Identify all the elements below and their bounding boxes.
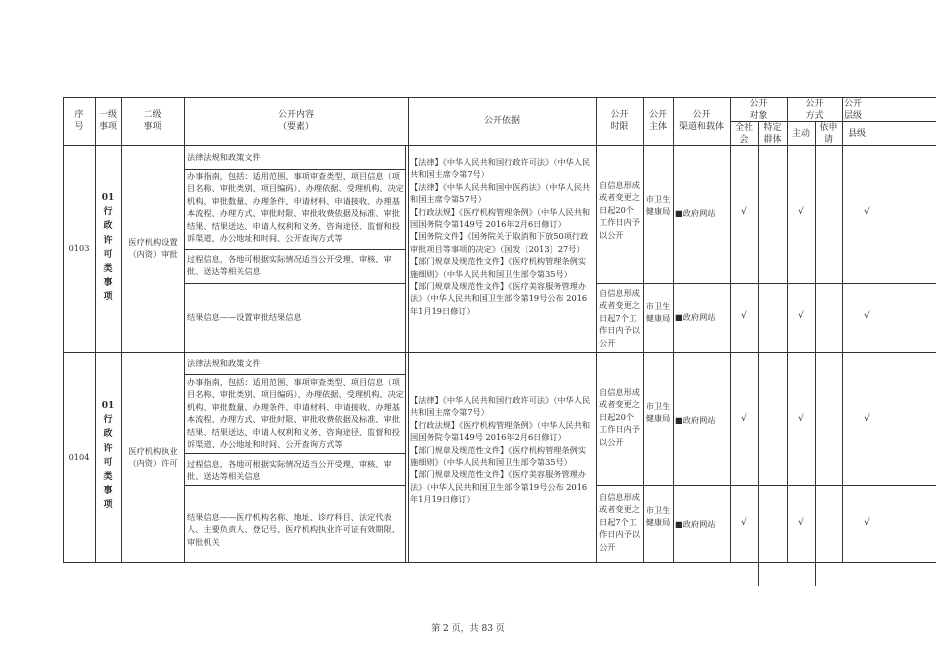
row-level2: 医疗机构执业（内资）许可 <box>128 446 178 469</box>
grid-line <box>673 97 674 562</box>
check-mark: √ <box>741 414 747 424</box>
header-method-active: 主动 <box>791 129 810 139</box>
basis-text: 【法律】《中华人民共和国行政许可法》（中华人民共和国主席令第7号） 【法律】《中华人民共和国中医药法》（中华人民共和国主席令第57号） 【行政法规】《医疗机构管理条例》（中华人民共和国国务院令第149号 2016年2月6日修订） 【国务院文件】《国务院关于取消和下放50项行政审批项目等事项的决定》（国发〔2013〕27号） 【部门规章及规范性文件】《医疗机构管理条例实施细则》（中华人民共和国卫生部令第35号） 【部门规章及规范性文件】《医疗美容服务管理办法》（中华人民共和国卫生部令第19号公布 2016年1月19日修订） <box>410 157 591 316</box>
grid-line <box>596 485 936 486</box>
grid-line <box>405 145 406 352</box>
channel-text: ■政府网站 <box>675 519 716 529</box>
grid-line <box>596 97 597 562</box>
channel-text: ■政府网站 <box>675 208 716 218</box>
header-level1: 一级 事项 <box>98 110 117 132</box>
header-level: 公开 层级 <box>844 99 863 121</box>
check-mark: √ <box>798 207 804 217</box>
grid-line <box>787 97 788 562</box>
check-mark: √ <box>864 518 870 528</box>
header-target-all: 全社 会 <box>734 123 753 145</box>
disclosure-table <box>63 97 936 562</box>
period-text: 自信息形成或者变更之日起7个工作日内予以公开 <box>599 492 640 552</box>
header-subject: 公开 主体 <box>648 110 667 132</box>
grid-line <box>63 562 936 563</box>
content-item: 法律法规和政策文件 <box>187 152 261 162</box>
header-channel: 公开 渠道和载体 <box>678 110 724 132</box>
header-content: 公开内容 （要素） <box>277 110 314 132</box>
header-target: 公开 对象 <box>749 99 768 121</box>
check-mark: √ <box>864 207 870 217</box>
grid-line <box>63 97 64 562</box>
period-text: 自信息形成或者变更之日起7个工作日内予以公开 <box>599 288 640 348</box>
header-method-apply: 依申 请 <box>819 123 838 145</box>
content-item: 过程信息，各地可根据实际情况适当公开受理、审核、审批、送达等相关信息 <box>187 254 392 277</box>
subject-text: 市卫生健康局 <box>645 505 671 528</box>
content-item: 办事指南，包括：适用范围、事项审查类型、项目信息（项目名称、审批类别、项目编码）、办理依据、受理机构、决定机构、审批数量、办理条件、申请材料、申请接收、办理基本流程、办理方式、审批时限、审批收费依据及标准、审批结果、结果送达、申请人权利和义务、咨询途径、监督和投诉渠道、办公地址和时间、公开查询方式等 <box>187 377 404 450</box>
grid-line <box>184 283 405 284</box>
channel-text: ■政府网站 <box>675 312 716 322</box>
grid-line <box>842 97 843 562</box>
check-mark: √ <box>798 311 804 321</box>
check-mark: √ <box>798 414 804 424</box>
row-level1: 01 行 政 许 可 类 事 项 <box>101 193 115 303</box>
header-basis: 公开依据 <box>483 116 520 126</box>
check-mark: √ <box>741 207 747 217</box>
grid-line <box>405 352 406 562</box>
basis-text: 【法律】《中华人民共和国行政许可法》（中华人民共和国主席令第7号） 【行政法规】《医疗机构管理条例》（中华人民共和国国务院令第149号 2016年2月6日修订） 【部门规章及规范性文件】《医疗机构管理条例实施细则》（中华人民共和国卫生部令第35号） 【部门规章及规范性文件】《医疗美容服务管理办法》（中华人民共和国卫生部令第19号公布 2016年1月19日修订） <box>410 395 591 505</box>
content-item: 结果信息——设置审批结果信息 <box>187 312 302 322</box>
content-item: 过程信息，各地可根据实际情况适当公开受理、审核、审批、送达等相关信息 <box>187 459 392 482</box>
grid-line <box>121 97 122 562</box>
content-item: 结果信息——医疗机构名称、地址、诊疗科目、法定代表人、主要负责人、登记号、医疗机构执业许可证有效期限、审批机关 <box>187 512 400 547</box>
period-text: 自信息形成或者变更之日起20个工作日内予以公开 <box>599 180 640 240</box>
channel-text: ■政府网站 <box>675 415 716 425</box>
header-method: 公开 方式 <box>805 99 824 121</box>
check-mark: √ <box>741 311 747 321</box>
check-mark: √ <box>864 311 870 321</box>
period-text: 自信息形成或者变更之日起20个工作日内予以公开 <box>599 387 640 447</box>
header-level2: 二级 事项 <box>143 110 162 132</box>
page-footer: 第 2 页，共 83 页 <box>431 624 505 634</box>
header-period: 公开 时限 <box>610 110 629 132</box>
row-seq: 0103 <box>68 243 90 253</box>
header-level-county: 县级 <box>847 129 866 139</box>
subject-text: 市卫生健康局 <box>645 401 671 424</box>
check-mark: √ <box>798 518 804 528</box>
grid-line <box>184 485 405 486</box>
grid-line <box>184 249 405 250</box>
grid-line <box>643 97 644 562</box>
header-seq: 序 号 <box>74 110 84 132</box>
row-level1: 01 行 政 许 可 类 事 项 <box>101 401 115 511</box>
grid-line <box>758 121 759 586</box>
check-mark: √ <box>864 414 870 424</box>
row-level2: 医疗机构设置（内资）审批 <box>128 237 178 260</box>
row-seq: 0104 <box>68 452 90 462</box>
grid-line <box>184 453 405 454</box>
header-target-specific: 特定 群体 <box>763 123 782 145</box>
grid-line <box>408 97 409 562</box>
content-item: 办事指南，包括：适用范围、事项审查类型、项目信息（项目名称、审批类别、项目编码）、办理依据、受理机构、决定机构、审批数量、办理条件、申请材料、申请接收、办理基本流程、办理方式、审批时限、审批收费依据及标准、审批结果、结果送达、申请人权利和义务、咨询途径、监督和投诉渠道、办公地址和时间、公开查询方式等 <box>187 171 404 244</box>
grid-line <box>596 283 936 284</box>
grid-line <box>815 121 816 586</box>
subject-text: 市卫生健康局 <box>645 301 671 324</box>
check-mark: √ <box>741 518 747 528</box>
grid-line <box>730 97 731 562</box>
content-item: 法律法规和政策文件 <box>187 358 261 368</box>
subject-text: 市卫生健康局 <box>645 194 671 217</box>
grid-line <box>184 374 405 375</box>
